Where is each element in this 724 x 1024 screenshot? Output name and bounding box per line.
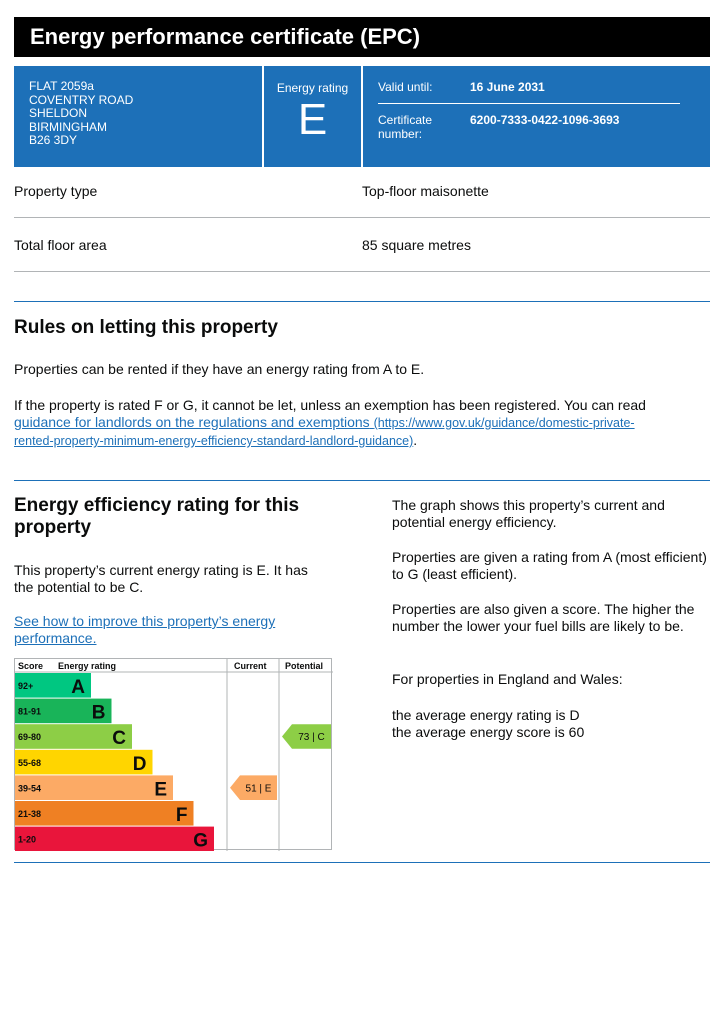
- current-rating-line: This property’s current energy rating is E. It has: [14, 562, 308, 578]
- potential-rating-label: 73 | C: [298, 732, 325, 744]
- energy-rating-chart-svg: [15, 659, 333, 851]
- page-header: [14, 17, 710, 57]
- valid-until-row: [378, 80, 680, 104]
- address-line: FLAT 2059a: [29, 79, 94, 93]
- rules-paragraph-2-end: .: [413, 432, 418, 448]
- band-letter-d: D: [132, 753, 147, 775]
- improve-performance-link[interactable]: [14, 613, 275, 646]
- address-line: COVENTRY ROAD: [29, 92, 134, 107]
- band-range-label: 39-54: [18, 783, 42, 794]
- landlord-guidance-url: (https://www.gov.uk/guidance/domestic-private-: [373, 416, 635, 430]
- property-type-label: Property type: [14, 183, 98, 199]
- chart-column-header: Energy rating: [58, 661, 117, 671]
- certificate-label-line: number:: [378, 126, 423, 141]
- band-letter-g: G: [193, 830, 208, 851]
- graph-explanation-2: Properties are given a rating from A (most efficient) to G (least efficient).: [392, 549, 707, 582]
- landlord-guidance-link-text: guidance for landlords on the regulations and exemptions: [14, 414, 370, 430]
- valid-until-label: Valid until:: [378, 80, 433, 94]
- band-range-label: 1-20: [18, 834, 37, 845]
- section-divider: [14, 862, 710, 863]
- band-range-label: 55-68: [18, 757, 42, 768]
- certificate-label-line: Certificate: [378, 113, 433, 127]
- current-rating-line: the potential to be C.: [14, 579, 144, 595]
- certificate-number-label: [378, 114, 470, 141]
- address-line: BIRMINGHAM: [29, 119, 107, 134]
- band-bar-f: [15, 801, 194, 826]
- band-range-label: 69-80: [18, 732, 42, 743]
- band-range-label: 81-91: [18, 706, 42, 717]
- floor-area-row: [14, 237, 710, 272]
- floor-area-label: Total floor area: [14, 237, 107, 253]
- property-type-value: Top-floor maisonette: [362, 183, 489, 199]
- current-rating-text: [14, 562, 344, 596]
- graph-explanation-3: Properties are also given a score. The higher the number the lower your fuel bills are likely to be.: [392, 601, 695, 634]
- landlord-guidance-url-cont: rented-property-minimum-energy-efficiency-standard-landlord-guidance): [14, 434, 414, 448]
- graph-explanation-4: For properties in England and Wales:: [392, 671, 623, 687]
- band-range-label: 21-38: [18, 809, 42, 819]
- efficiency-heading-line: Energy efficiency rating for this: [14, 495, 300, 516]
- band-range-label: 92+: [18, 681, 34, 691]
- chart-column-header: Current: [234, 661, 267, 671]
- rules-heading: Rules on letting this property: [14, 317, 278, 338]
- improve-link-block: [14, 613, 344, 647]
- valid-until-value: 16 June 2031: [470, 80, 545, 94]
- efficiency-heading-line: property: [14, 517, 92, 538]
- address-line: SHELDON: [29, 106, 88, 120]
- band-letter-f: F: [175, 805, 188, 826]
- address-panel: [14, 66, 262, 167]
- current-rating-label: 51 | E: [245, 783, 272, 795]
- band-bar-g: [15, 827, 214, 851]
- floor-area-value: 85 square metres: [362, 237, 471, 253]
- graph-explanation-1: The graph shows this property’s current and potential energy efficiency.: [392, 497, 665, 530]
- energy-rating-label: Energy rating: [276, 81, 349, 95]
- improve-link-line: performance.: [14, 630, 97, 646]
- average-score-text: the average energy score is 60: [392, 724, 585, 740]
- band-letter-a: A: [71, 677, 85, 698]
- efficiency-heading: [14, 495, 299, 539]
- improve-link-line: See how to improve this property’s energy: [14, 613, 276, 629]
- page-title: Energy performance certificate (EPC): [30, 24, 421, 49]
- landlord-guidance-link[interactable]: [14, 414, 635, 448]
- band-letter-b: B: [91, 702, 106, 724]
- band-letter-e: E: [154, 779, 167, 801]
- rules-paragraph-1: Properties can be rented if they have an energy rating from A to E.: [14, 361, 425, 377]
- energy-rating-letter: E: [297, 95, 328, 144]
- certificate-number-value: 6200-7333-0422-1096-3693: [470, 113, 620, 127]
- average-rating-text: the average energy rating is D: [392, 707, 580, 723]
- rules-paragraph-2-text: If the property is rated F or G, it cannot be let, unless an exemption has been registered. You can read: [14, 397, 646, 413]
- chart-column-header: Potential: [285, 661, 324, 671]
- energy-rating-chart: [14, 658, 332, 850]
- validity-panel: [363, 66, 710, 167]
- section-divider: [14, 301, 710, 302]
- section-divider: [14, 480, 710, 481]
- band-letter-c: C: [112, 728, 126, 750]
- energy-rating-panel: [264, 66, 361, 167]
- chart-column-header: Score: [18, 661, 44, 671]
- property-type-row: [14, 183, 710, 218]
- rules-paragraph-2: [14, 397, 710, 450]
- certificate-number-row: [378, 114, 680, 141]
- address-line: B26 3DY: [29, 133, 78, 147]
